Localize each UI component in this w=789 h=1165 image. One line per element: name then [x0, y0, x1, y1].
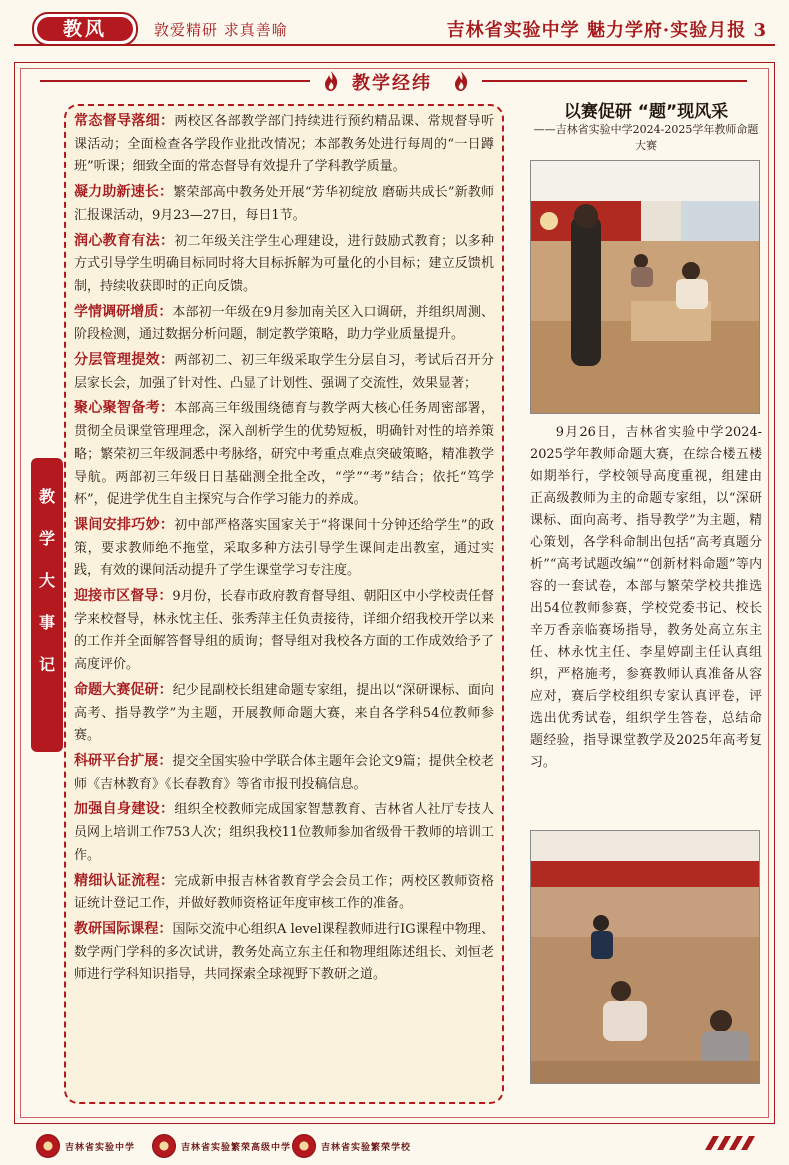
- vertical-label-char: 教: [38, 487, 55, 506]
- footer-logo: [292, 1132, 411, 1160]
- event-text: 本部高三年级围绕德育与教学两大核心任务周密部署，贯彻全员课堂管理理念，深入剖析学生的优势短板，明确针对性的培养策略；繁荣初三年级洞悉中考脉络，研究中考重点难点突破策略，精准教学导航。两部初三年级日日基础测全批全改，“学”“考”结合；依托“笃学杯”，促进学优生自主探究与合作学习能力的养成。: [74, 401, 494, 508]
- footer-logo-name: 吉林省实验繁荣高级中学: [181, 1142, 292, 1153]
- vertical-label-char: 学: [38, 529, 55, 548]
- section-title-text: 教学经纬: [352, 73, 432, 94]
- event-item: [74, 870, 494, 916]
- event-text: 初中部严格落实国家关于“将课间十分钟还给学生”的政策，要求教师绝不拖堂，采取多种方法引导学生课间走出教室，通过实践，有效的课间活动提升了学生课堂学习专注度。: [74, 517, 495, 579]
- event-keyword: 科研平台扩展：: [74, 752, 173, 769]
- header-motto: 敦爱精研 求真善喻: [154, 21, 288, 39]
- school-seal-icon: [36, 1134, 60, 1158]
- event-item: [74, 349, 494, 395]
- event-text: 本部初一年级在9月参加南关区入口调研，并组织周测、阶段检测，通过数据分析问题，制定教学策略，助力学业质量提升。: [74, 304, 494, 343]
- event-item: [74, 301, 494, 347]
- header-masthead: 吉林省实验中学 魅力学府·实验月报 3: [446, 20, 767, 41]
- school-seal-icon: [292, 1134, 316, 1158]
- event-item: [74, 230, 494, 299]
- vertical-label-char: 事: [38, 613, 55, 632]
- event-text: 提交全国实验中学联合体主题年会论文9篇；提供全校老师《吉林教育》《长春教育》等省市报刊投稿信息。: [74, 753, 494, 792]
- event-item: [74, 585, 494, 677]
- article-subtitle: ——吉林省实验中学2024-2025学年教师命题大赛: [533, 123, 759, 152]
- event-item: [74, 798, 494, 867]
- event-text: 两校区各部教学部门持续进行预约精品课、常规督导听课活动；全面检查各学段作业批改情况；本部教务处进行每周的“一日蹲班”听课；细致全面的常态督导有效提升了学科教学质量。: [74, 114, 494, 175]
- event-keyword: 加强自身建设：: [74, 801, 175, 818]
- event-keyword: 迎接市区督导：: [74, 588, 173, 605]
- event-item: [74, 750, 494, 796]
- event-keyword: 聚心聚智备考：: [74, 400, 175, 417]
- title-rule-left: [40, 80, 310, 82]
- vertical-label: [31, 458, 63, 752]
- photo-exam-room: [530, 830, 760, 1084]
- event-item: [74, 679, 494, 748]
- section-tag-label: 教风: [37, 17, 133, 41]
- section-title: [0, 68, 789, 94]
- footer-logo: [36, 1132, 135, 1160]
- page-footer: [0, 1128, 789, 1165]
- event-text: 繁荣部高中教务处开展“芳华初绽放 磨砺共成长”新教师汇报课活动，9月23—27日，每日1节。: [74, 185, 494, 223]
- event-item: [74, 110, 494, 179]
- page-header: [0, 0, 789, 64]
- event-text: 组织全校教师完成国家智慧教育、吉林省人社厅专技人员网上培训工作753人次；组织我校11位教师参加省级骨干教师的培训工作。: [74, 802, 494, 863]
- event-keyword: 凝力助新速长：: [74, 184, 174, 201]
- footer-logo-name: 吉林省实验中学: [65, 1142, 136, 1153]
- flame-icon: [322, 70, 340, 92]
- photo-exam-hall: [530, 160, 760, 414]
- event-keyword: 润心教育有法：: [74, 232, 175, 249]
- event-keyword: 分层管理提效：: [74, 352, 175, 369]
- event-keyword: 学情调研增质：: [74, 303, 173, 320]
- article-body: 9月26日，吉林省实验中学2024-2025学年教师命题大赛，在综合楼五楼如期举行，学校领导高度重视，组建由正高级教师为主的命题专家组，以“深研课标、面向高考、指导教学”为主题，精心策划，各学科命制出包括“高考真题分析”“高考试题改编”“创新材料命题”等内容的一套试卷，本部与繁荣学校共推选出54位教师参赛，学校党委书记、校长辛万香亲临赛场指导，教务处高立东主任、林永忱主任、李星婷副主任认真组织，严格施考，参赛教师认真准备从容应对，赛后学校组织专家认真评卷，评选出优秀试卷，组织学生答卷，总结命题经验，指导课堂教学及2025年高考复习。: [530, 425, 762, 770]
- event-text: 纪少昆副校长组建命题专家组，提出以“深研课标、面向高考、指导教学”为主题，开展教师命题大赛，来自各学科54位教师参赛。: [74, 682, 495, 744]
- event-text: 国际交流中心组织A level课程教师进行IG课程中物理、数学两门学科的多次试讲，教务处高立东主任和物理组陈述组长、刘恒老师进行学科知识指导，共同探索全球视野下教研之道。: [74, 921, 495, 983]
- events-panel: [64, 104, 504, 1104]
- event-item: [74, 514, 494, 583]
- event-text: 两部初二、初三年级采取学生分层自习，考试后召开分层家长会，加强了针对性、凸显了计划性、强调了交流性，效果显著；: [74, 353, 494, 391]
- title-rule-right: [482, 80, 747, 82]
- vertical-label-char: 记: [38, 655, 55, 674]
- article-title: 以赛促研 “题”现风采: [563, 102, 729, 122]
- school-seal-icon: [152, 1134, 176, 1158]
- event-text: 完成新申报吉林省教育学会会员工作；两校区教师资格证统计登记工作，并做好教师资格证年度审核工作的准备。: [74, 873, 494, 912]
- section-tag: [32, 12, 138, 46]
- event-keyword: 常态督导落细：: [74, 113, 175, 129]
- photo-illustration: [531, 161, 760, 414]
- event-text: 9月份，长春市政府教育督导组、朝阳区中小学校责任督学来校督导，林永忱主任、张秀萍主任负责接待，详细介绍我校开学以来的工作并全面解答督导组的质询；督导组对我校各方面的工作成效给予了高度评价。: [74, 589, 494, 673]
- photo-illustration: [531, 831, 760, 1084]
- vertical-label-char: 大: [38, 571, 55, 590]
- event-item: [74, 918, 494, 987]
- decor-stripes-icon: [697, 1136, 757, 1150]
- event-keyword: 课间安排巧妙：: [74, 516, 175, 533]
- footer-logo: [152, 1132, 291, 1160]
- footer-logo-name: 吉林省实验繁荣学校: [321, 1142, 412, 1153]
- flame-icon: [452, 70, 470, 92]
- event-keyword: 命题大赛促研：: [74, 681, 173, 698]
- event-keyword: 教研国际课程：: [74, 920, 173, 937]
- event-keyword: 精细认证流程：: [74, 872, 175, 889]
- event-item: [74, 181, 494, 227]
- event-item: [74, 397, 494, 512]
- event-text: 初二年级关注学生心理建设，进行鼓励式教育；以多种方式引导学生明确目标同时将大目标拆解为可量化的小目标；建立反馈机制，持续收获即时的正向反馈。: [74, 233, 494, 294]
